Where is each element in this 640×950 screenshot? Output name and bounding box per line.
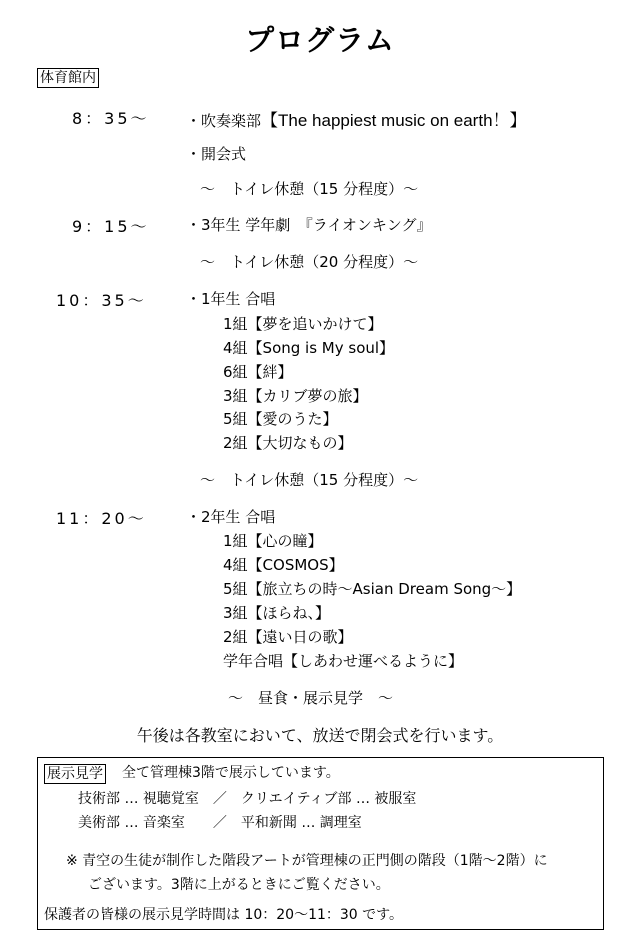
list-item: 1組【夢を追いかけて】 [223,315,383,333]
event-band-title: 【The happiest music on earth！】 [261,111,527,130]
guardian-hours: 保護者の皆様の展示見学時間は 10：20～11：30 です。 [44,907,404,923]
event-opening-ceremony: ・開会式 [186,145,247,163]
location-label: 体育館内 [37,68,99,88]
time-1035: 10：35～ [56,291,147,310]
list-item: 1組【心の瞳】 [223,532,323,550]
exhibit-label: 展示見学 [44,764,106,784]
event-band-label: ・吹奏楽部 [186,112,262,130]
page-title: プログラム [245,23,395,57]
exhibit-row-2: 美術部 … 音楽室 ／ 平和新聞 … 調理室 [78,815,362,831]
list-item: 4組【Song is My soul】 [223,339,395,357]
event-band [186,106,527,131]
list-item: 2組【遠い日の歌】 [223,628,353,646]
event-grade2-chorus: ・2年生 合唱 [186,508,276,526]
list-item: 6組【絆】 [223,363,293,381]
time-1120: 11：20～ [56,509,147,528]
event-grade3-play: ・3年生 学年劇 『ライオンキング』 [186,216,432,234]
exhibit-panel [37,757,604,930]
event-grade1-chorus: ・1年生 合唱 [186,290,276,308]
list-item: 2組【大切なもの】 [223,434,353,452]
exhibit-note-line-1: ※ 青空の生徒が制作した階段アートが管理棟の正門側の階段（1階～2階）に [66,853,548,869]
exhibit-intro: 全て管理棟3階で展示しています。 [122,765,340,781]
time-0835: 8：35～ [72,109,150,128]
list-item: 3組【カリブ夢の旅】 [223,387,368,405]
time-0915: 9：15～ [72,217,150,236]
exhibit-note-line-2: ございます。3階に上がるときにご覧ください。 [88,877,390,893]
afternoon-note: 午後は各教室において、放送で閉会式を行います。 [136,726,504,745]
exhibit-row-1: 技術部 … 視聴覚室 ／ クリエイティブ部 … 被服室 [78,791,417,807]
list-item: 5組【愛のうた】 [223,410,338,428]
list-item: 5組【旅立ちの時～Asian Dream Song～】 [223,580,522,598]
break-1: ～ トイレ休憩（15 分程度）～ [200,180,419,198]
break-2: ～ トイレ休憩（20 分程度）～ [200,253,419,271]
list-item: 4組【COSMOS】 [223,556,344,574]
break-lunch: ～ 昼食・展示見学 ～ [228,689,394,707]
break-3: ～ トイレ休憩（15 分程度）～ [200,471,419,489]
list-item: 3組【ほらね、】 [223,604,331,622]
list-item: 学年合唱【しあわせ運べるように】 [223,652,464,670]
